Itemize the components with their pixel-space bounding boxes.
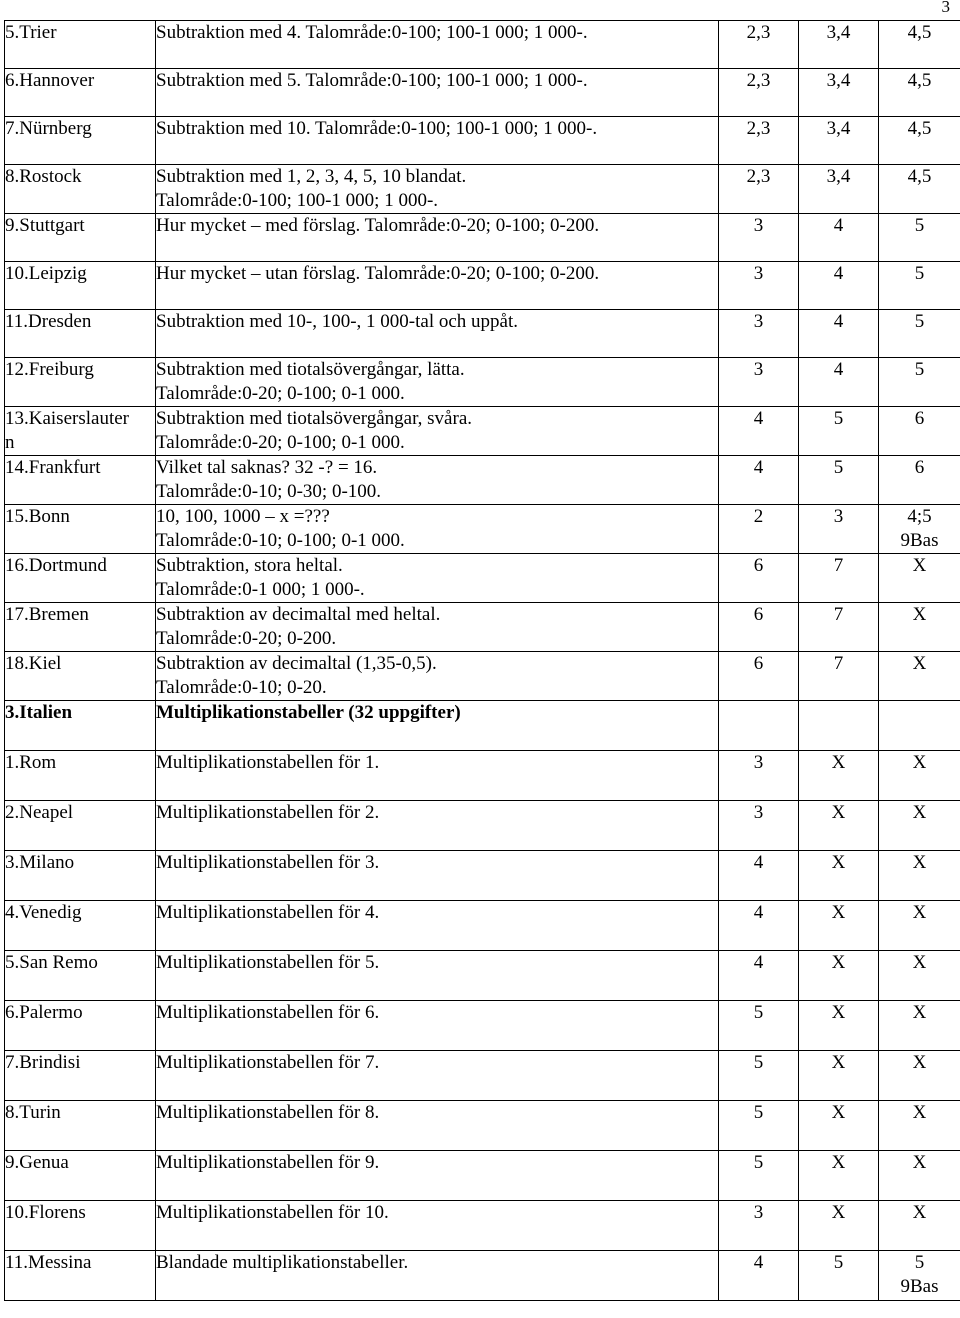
station-name-cell bbox=[5, 701, 156, 751]
station-name: 6.Palermo bbox=[5, 1002, 83, 1023]
table-row bbox=[5, 262, 960, 310]
description-cell bbox=[156, 1151, 719, 1201]
level-cell-3 bbox=[879, 165, 960, 214]
level-value: 3,4 bbox=[826, 118, 851, 139]
level-value: 3 bbox=[833, 506, 844, 527]
station-name-cell bbox=[5, 310, 156, 358]
description-line: Multiplikationstabellen för 8. bbox=[156, 1102, 380, 1123]
table-row bbox=[5, 1001, 960, 1051]
level-value: X bbox=[912, 1102, 927, 1123]
description-line: Subtraktion med 10-, 100-, 1 000-tal och uppåt. bbox=[156, 311, 518, 332]
level-value: 3 bbox=[753, 215, 764, 236]
level-value: 4,5 bbox=[907, 118, 932, 139]
level-value: X bbox=[831, 1202, 846, 1223]
station-name: 3.Italien bbox=[5, 702, 73, 723]
station-name: 8.Rostock bbox=[5, 166, 82, 187]
level-value: X bbox=[912, 653, 927, 674]
level-value: 5 bbox=[914, 359, 925, 380]
level-cell-2 bbox=[799, 262, 879, 310]
level-value: X bbox=[912, 852, 927, 873]
table-row bbox=[5, 951, 960, 1001]
station-name-cell bbox=[5, 554, 156, 603]
table-row bbox=[5, 603, 960, 652]
description-cell bbox=[156, 751, 719, 801]
level-cell-3 bbox=[879, 851, 960, 901]
level-cell-1 bbox=[719, 652, 799, 701]
level-cell-1 bbox=[719, 1101, 799, 1151]
level-value: 6 bbox=[914, 408, 925, 429]
level-value: 4,5 bbox=[907, 166, 932, 187]
description-cell bbox=[156, 801, 719, 851]
level-cell-3 bbox=[879, 1251, 960, 1301]
station-name-cell bbox=[5, 117, 156, 165]
level-value: X bbox=[831, 1002, 846, 1023]
level-cell-3 bbox=[879, 505, 960, 554]
table-row bbox=[5, 801, 960, 851]
station-name: 5.San Remo bbox=[5, 952, 98, 973]
level-value: 3 bbox=[753, 802, 764, 823]
level-value: 3 bbox=[753, 1202, 764, 1223]
table-row bbox=[5, 901, 960, 951]
table-row bbox=[5, 117, 960, 165]
station-name: 13.Kaiserslauter bbox=[5, 408, 129, 429]
level-value: X bbox=[912, 1052, 927, 1073]
level-value: 4 bbox=[753, 1252, 764, 1273]
level-cell-3 bbox=[879, 456, 960, 505]
description-cell bbox=[156, 69, 719, 117]
station-name-cell bbox=[5, 456, 156, 505]
level-value: X bbox=[831, 752, 846, 773]
station-name-cell bbox=[5, 505, 156, 554]
station-name: 15.Bonn bbox=[5, 506, 70, 527]
level-cell-1 bbox=[719, 505, 799, 554]
station-name: 8.Turin bbox=[5, 1102, 61, 1123]
level-value: 5 bbox=[753, 1052, 764, 1073]
level-value: X bbox=[912, 1202, 927, 1223]
level-cell-1 bbox=[719, 751, 799, 801]
table-row bbox=[5, 652, 960, 701]
number-range-line: Talområde:0-1 000; 1 000-. bbox=[156, 579, 365, 600]
level-value: X bbox=[912, 604, 927, 625]
station-name: 11.Dresden bbox=[5, 311, 92, 332]
description-cell bbox=[156, 603, 719, 652]
description-line: Subtraktion med tiotalsövergångar, lätta. bbox=[156, 359, 465, 380]
level-cell-1 bbox=[719, 117, 799, 165]
level-cell-3 bbox=[879, 751, 960, 801]
table-row bbox=[5, 851, 960, 901]
table-row bbox=[5, 1201, 960, 1251]
station-name-cell bbox=[5, 951, 156, 1001]
table-row bbox=[5, 21, 960, 69]
station-name-cell bbox=[5, 358, 156, 407]
description-cell bbox=[156, 701, 719, 751]
number-range-line: Talområde:0-20; 0-200. bbox=[156, 628, 337, 649]
description-line: Subtraktion med tiotalsövergångar, svåra. bbox=[156, 408, 473, 429]
station-name-cell bbox=[5, 69, 156, 117]
description-cell bbox=[156, 214, 719, 262]
description-cell bbox=[156, 262, 719, 310]
description-line: Subtraktion av decimaltal med heltal. bbox=[156, 604, 441, 625]
level-cell-2 bbox=[799, 165, 879, 214]
level-value: X bbox=[831, 902, 846, 923]
level-cell-2 bbox=[799, 456, 879, 505]
station-name-cell bbox=[5, 603, 156, 652]
level-value: 3,4 bbox=[826, 166, 851, 187]
level-cell-3 bbox=[879, 69, 960, 117]
table-row bbox=[5, 358, 960, 407]
level-cell-3 bbox=[879, 801, 960, 851]
station-name: 14.Frankfurt bbox=[5, 457, 101, 478]
description-cell bbox=[156, 554, 719, 603]
description-cell bbox=[156, 1201, 719, 1251]
description-line: Subtraktion av decimaltal (1,35-0,5). bbox=[156, 653, 437, 674]
level-cell-2 bbox=[799, 751, 879, 801]
station-name-continued: n bbox=[5, 432, 15, 453]
description-line: Subtraktion med 10. Talområde:0-100; 100-1 000; 1 000-. bbox=[156, 118, 598, 139]
level-value: 5 bbox=[753, 1152, 764, 1173]
station-name-cell bbox=[5, 901, 156, 951]
level-cell-1 bbox=[719, 554, 799, 603]
station-name: 16.Dortmund bbox=[5, 555, 107, 576]
level-cell-3 bbox=[879, 554, 960, 603]
description-line: Multiplikationstabellen för 10. bbox=[156, 1202, 389, 1223]
description-line: 10, 100, 1000 – x =??? bbox=[156, 506, 330, 527]
level-cell-1 bbox=[719, 801, 799, 851]
station-name-cell bbox=[5, 851, 156, 901]
number-range-line: Talområde:0-10; 0-30; 0-100. bbox=[156, 481, 382, 502]
level-cell-1 bbox=[719, 951, 799, 1001]
level-cell-3 bbox=[879, 310, 960, 358]
level-value: 6 bbox=[753, 604, 764, 625]
level-cell-3 bbox=[879, 1051, 960, 1101]
level-value: X bbox=[912, 952, 927, 973]
level-value: 5 bbox=[914, 311, 925, 332]
level-cell-2 bbox=[799, 117, 879, 165]
level-cell-1 bbox=[719, 851, 799, 901]
level-cell-2 bbox=[799, 214, 879, 262]
table-row bbox=[5, 554, 960, 603]
level-value: 2,3 bbox=[746, 166, 771, 187]
description-cell bbox=[156, 851, 719, 901]
level-value: 3 bbox=[753, 263, 764, 284]
station-name: 1.Rom bbox=[5, 752, 57, 773]
level-cell-2 bbox=[799, 554, 879, 603]
level-value: X bbox=[831, 852, 846, 873]
station-name: 9.Stuttgart bbox=[5, 215, 85, 236]
table-row bbox=[5, 310, 960, 358]
level-cell-1 bbox=[719, 214, 799, 262]
level-cell-3 bbox=[879, 407, 960, 456]
number-range-line: Talområde:0-20; 0-100; 0-1 000. bbox=[156, 432, 405, 453]
description-cell bbox=[156, 358, 719, 407]
table-row bbox=[5, 1151, 960, 1201]
station-name-cell bbox=[5, 801, 156, 851]
description-line: Subtraktion med 1, 2, 3, 4, 5, 10 blandat. bbox=[156, 166, 467, 187]
table-row bbox=[5, 751, 960, 801]
station-name-cell bbox=[5, 1251, 156, 1301]
level-value: 2,3 bbox=[746, 22, 771, 43]
description-cell bbox=[156, 310, 719, 358]
level-cell-2 bbox=[799, 69, 879, 117]
station-name: 18.Kiel bbox=[5, 653, 62, 674]
level-value: 5 bbox=[753, 1102, 764, 1123]
level-value: 7 bbox=[833, 653, 844, 674]
description-line: Vilket tal saknas? 32 -? = 16. bbox=[156, 457, 378, 478]
level-cell-1 bbox=[719, 1251, 799, 1301]
table-row bbox=[5, 1251, 960, 1301]
station-name-cell bbox=[5, 1201, 156, 1251]
level-value: 4 bbox=[753, 457, 764, 478]
level-cell-1 bbox=[719, 456, 799, 505]
level-cell-1 bbox=[719, 310, 799, 358]
station-name-cell bbox=[5, 652, 156, 701]
level-cell-3 bbox=[879, 1101, 960, 1151]
description-line: Multiplikationstabellen för 5. bbox=[156, 952, 380, 973]
number-range-line: Talområde:0-10; 0-100; 0-1 000. bbox=[156, 530, 405, 551]
description-cell bbox=[156, 1101, 719, 1151]
level-value: 4 bbox=[833, 215, 844, 236]
station-name: 10.Florens bbox=[5, 1202, 86, 1223]
level-cell-3 bbox=[879, 1001, 960, 1051]
level-note: 9Bas bbox=[900, 530, 939, 551]
level-cell-2 bbox=[799, 505, 879, 554]
station-name: 12.Freiburg bbox=[5, 359, 94, 380]
description-line: Subtraktion med 4. Talområde:0-100; 100-1 000; 1 000-. bbox=[156, 22, 588, 43]
station-name-cell bbox=[5, 165, 156, 214]
level-cell-2 bbox=[799, 1251, 879, 1301]
level-value: 3 bbox=[753, 311, 764, 332]
level-cell-1 bbox=[719, 407, 799, 456]
level-value: 2,3 bbox=[746, 70, 771, 91]
description-line: Subtraktion med 5. Talområde:0-100; 100-1 000; 1 000-. bbox=[156, 70, 588, 91]
level-cell-1 bbox=[719, 1201, 799, 1251]
station-name: 6.Hannover bbox=[5, 70, 95, 91]
level-value: 4 bbox=[753, 952, 764, 973]
station-name: 10.Leipzig bbox=[5, 263, 87, 284]
level-cell-2 bbox=[799, 603, 879, 652]
description-cell bbox=[156, 901, 719, 951]
description-cell bbox=[156, 652, 719, 701]
level-value: 6 bbox=[914, 457, 925, 478]
level-value: 5 bbox=[833, 457, 844, 478]
level-cell-3 bbox=[879, 214, 960, 262]
level-value: X bbox=[912, 1002, 927, 1023]
level-cell-1 bbox=[719, 701, 799, 751]
level-cell-1 bbox=[719, 901, 799, 951]
level-value: X bbox=[831, 1052, 846, 1073]
level-value: 4;5 bbox=[907, 506, 932, 527]
level-cell-2 bbox=[799, 851, 879, 901]
number-range-line: Talområde:0-100; 100-1 000; 1 000-. bbox=[156, 190, 439, 211]
level-cell-2 bbox=[799, 951, 879, 1001]
level-value: 3,4 bbox=[826, 70, 851, 91]
exercise-table bbox=[4, 20, 960, 1301]
description-cell bbox=[156, 456, 719, 505]
description-line: Multiplikationstabellen för 2. bbox=[156, 802, 380, 823]
level-cell-2 bbox=[799, 652, 879, 701]
level-value: 7 bbox=[833, 604, 844, 625]
station-name-cell bbox=[5, 1001, 156, 1051]
level-value: X bbox=[831, 1152, 846, 1173]
level-value: 3 bbox=[753, 752, 764, 773]
level-cell-2 bbox=[799, 1101, 879, 1151]
description-line: Blandade multiplikationstabeller. bbox=[156, 1252, 409, 1273]
level-cell-1 bbox=[719, 603, 799, 652]
level-cell-2 bbox=[799, 1051, 879, 1101]
level-value: 7 bbox=[833, 555, 844, 576]
level-cell-1 bbox=[719, 1051, 799, 1101]
description-line: Multiplikationstabellen för 7. bbox=[156, 1052, 380, 1073]
table-row bbox=[5, 1101, 960, 1151]
level-value: X bbox=[831, 802, 846, 823]
description-cell bbox=[156, 21, 719, 69]
level-cell-3 bbox=[879, 1201, 960, 1251]
table-row bbox=[5, 165, 960, 214]
station-name-cell bbox=[5, 262, 156, 310]
level-cell-3 bbox=[879, 652, 960, 701]
description-line: Multiplikationstabellen för 3. bbox=[156, 852, 380, 873]
level-value: 6 bbox=[753, 555, 764, 576]
level-value: 3,4 bbox=[826, 22, 851, 43]
level-cell-2 bbox=[799, 310, 879, 358]
number-range-line: Talområde:0-10; 0-20. bbox=[156, 677, 327, 698]
table-row bbox=[5, 1051, 960, 1101]
level-value: 4,5 bbox=[907, 22, 932, 43]
station-name: 17.Bremen bbox=[5, 604, 89, 625]
level-cell-1 bbox=[719, 358, 799, 407]
level-cell-3 bbox=[879, 358, 960, 407]
level-cell-1 bbox=[719, 1001, 799, 1051]
table-row bbox=[5, 456, 960, 505]
station-name-cell bbox=[5, 1051, 156, 1101]
level-cell-1 bbox=[719, 165, 799, 214]
station-name-cell bbox=[5, 407, 156, 456]
level-cell-2 bbox=[799, 358, 879, 407]
level-note: 9Bas bbox=[900, 1276, 939, 1297]
level-value: X bbox=[912, 1152, 927, 1173]
description-line: Multiplikationstabellen för 1. bbox=[156, 752, 380, 773]
level-cell-2 bbox=[799, 901, 879, 951]
level-cell-3 bbox=[879, 603, 960, 652]
level-value: 5 bbox=[914, 1252, 925, 1273]
level-value: X bbox=[912, 555, 927, 576]
level-value: 5 bbox=[833, 1252, 844, 1273]
description-cell bbox=[156, 1051, 719, 1101]
table-row bbox=[5, 505, 960, 554]
station-name: 7.Nürnberg bbox=[5, 118, 92, 139]
description-cell bbox=[156, 505, 719, 554]
level-value: 5 bbox=[914, 263, 925, 284]
level-cell-1 bbox=[719, 69, 799, 117]
station-name: 9.Genua bbox=[5, 1152, 69, 1173]
level-cell-3 bbox=[879, 1151, 960, 1201]
description-line: Multiplikationstabellen för 6. bbox=[156, 1002, 380, 1023]
level-value: 5 bbox=[833, 408, 844, 429]
description-cell bbox=[156, 165, 719, 214]
station-name-cell bbox=[5, 1101, 156, 1151]
table-row bbox=[5, 69, 960, 117]
level-cell-3 bbox=[879, 701, 960, 751]
station-name: 4.Venedig bbox=[5, 902, 82, 923]
level-cell-3 bbox=[879, 21, 960, 69]
exercise-table-body bbox=[5, 21, 960, 1301]
level-value: 5 bbox=[914, 215, 925, 236]
description-cell bbox=[156, 951, 719, 1001]
level-cell-1 bbox=[719, 21, 799, 69]
level-cell-1 bbox=[719, 262, 799, 310]
level-cell-2 bbox=[799, 21, 879, 69]
station-name-cell bbox=[5, 1151, 156, 1201]
level-value: 2,3 bbox=[746, 118, 771, 139]
level-cell-2 bbox=[799, 1001, 879, 1051]
level-cell-2 bbox=[799, 1201, 879, 1251]
level-value: X bbox=[912, 902, 927, 923]
table-row bbox=[5, 701, 960, 751]
station-name: 3.Milano bbox=[5, 852, 75, 873]
station-name-cell bbox=[5, 751, 156, 801]
station-name-cell bbox=[5, 214, 156, 262]
table-row bbox=[5, 407, 960, 456]
level-value: X bbox=[831, 952, 846, 973]
page-number: 3 bbox=[941, 0, 950, 16]
table-row bbox=[5, 214, 960, 262]
number-range-line: Talområde:0-20; 0-100; 0-1 000. bbox=[156, 383, 405, 404]
level-cell-3 bbox=[879, 901, 960, 951]
level-cell-3 bbox=[879, 951, 960, 1001]
description-cell bbox=[156, 1001, 719, 1051]
level-value: 4,5 bbox=[907, 70, 932, 91]
level-value: X bbox=[912, 752, 927, 773]
station-name: 7.Brindisi bbox=[5, 1052, 81, 1073]
level-value: 3 bbox=[753, 359, 764, 380]
level-cell-2 bbox=[799, 801, 879, 851]
description-cell bbox=[156, 1251, 719, 1301]
level-value: X bbox=[912, 802, 927, 823]
level-value: 4 bbox=[833, 359, 844, 380]
description-line: Multiplikationstabeller (32 uppgifter) bbox=[156, 702, 461, 723]
level-cell-1 bbox=[719, 1151, 799, 1201]
description-line: Subtraktion, stora heltal. bbox=[156, 555, 343, 576]
level-value: 5 bbox=[753, 1002, 764, 1023]
level-cell-3 bbox=[879, 262, 960, 310]
station-name: 2.Neapel bbox=[5, 802, 74, 823]
level-value: 6 bbox=[753, 653, 764, 674]
description-cell bbox=[156, 117, 719, 165]
level-value: 4 bbox=[753, 408, 764, 429]
level-value: 4 bbox=[753, 852, 764, 873]
level-cell-2 bbox=[799, 1151, 879, 1201]
description-line: Hur mycket – utan förslag. Talområde:0-20; 0-100; 0-200. bbox=[156, 263, 600, 284]
description-line: Multiplikationstabellen för 4. bbox=[156, 902, 380, 923]
station-name: 11.Messina bbox=[5, 1252, 92, 1273]
level-value: 4 bbox=[833, 263, 844, 284]
level-value: 2 bbox=[753, 506, 764, 527]
level-value: 4 bbox=[833, 311, 844, 332]
station-name: 5.Trier bbox=[5, 22, 57, 43]
level-value: X bbox=[831, 1102, 846, 1123]
description-line: Multiplikationstabellen för 9. bbox=[156, 1152, 380, 1173]
level-cell-2 bbox=[799, 701, 879, 751]
level-cell-3 bbox=[879, 117, 960, 165]
level-cell-2 bbox=[799, 407, 879, 456]
description-cell bbox=[156, 407, 719, 456]
description-line: Hur mycket – med förslag. Talområde:0-20; 0-100; 0-200. bbox=[156, 215, 600, 236]
level-value: 4 bbox=[753, 902, 764, 923]
station-name-cell bbox=[5, 21, 156, 69]
